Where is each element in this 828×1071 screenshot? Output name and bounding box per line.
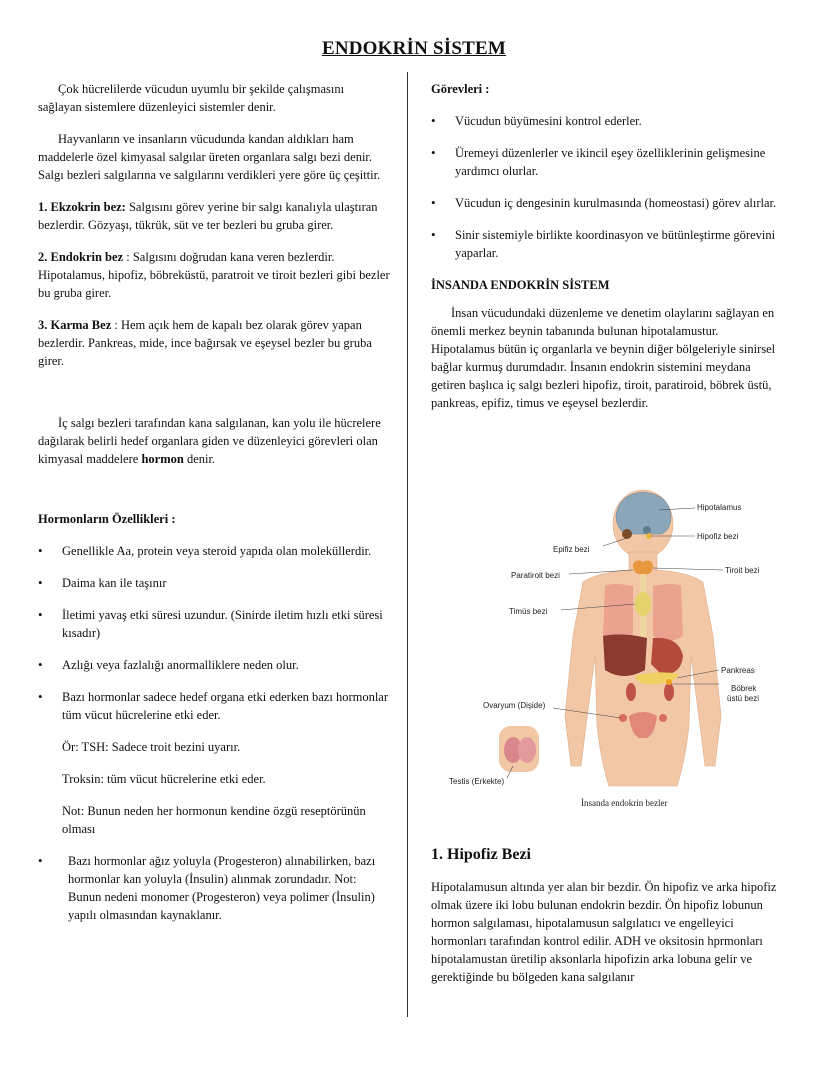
label-testis: Testis (Erkekte): [449, 777, 505, 786]
insan-heading: İNSANDA ENDOKRİN SİSTEM: [431, 278, 610, 292]
pineal: [622, 529, 632, 539]
duties-heading: Görevleri :: [431, 82, 490, 96]
label-bobrek: Böbrek: [731, 684, 757, 693]
label-bobrek-ustu: üstü bezi: [727, 694, 760, 703]
thyroid: [633, 560, 653, 574]
right-column: [431, 80, 777, 412]
props-list: [38, 542, 390, 724]
list-item: • Bazı hormonlar ağız yoluyla (Progesteron) alınabilirken, bazı hormonlar kan yoluyla (İnsulin) alınmak zorundadır. Not: Bunun nedeni monomer (Progesteron) veya polimer (İnsulin) yapılı olmasından kaynaklanır.: [38, 852, 390, 924]
list-item: • Bazı hormonlar sadece hedef organa etki ederken bazı hormonlar tüm vücut hücrelerine etki eder.: [38, 688, 390, 724]
endokrin-text: : Salgısını doğrudan kana veren bezlerdir. Hipotalamus, hipofiz, böbreküstü, paratroit ve tiroit bezleri gibi bezler bu gruba girer.: [38, 250, 390, 300]
hypothalamus: [643, 526, 651, 534]
kidney-left: [626, 683, 636, 701]
kidney-right: [664, 683, 674, 701]
props-list-last: [38, 852, 390, 924]
list-item: • Sinir sistemiyle birlikte koordinasyon ve bütünleştirme görevini yaparlar.: [431, 226, 777, 262]
hipofiz-section: [431, 846, 777, 986]
ekzokrin-label: 1. Ekzokrin bez:: [38, 200, 126, 214]
list-item: • Daima kan ile taşınır: [38, 574, 390, 592]
karma-paragraph: [38, 316, 390, 370]
endokrin-paragraph: [38, 248, 390, 302]
hormon-paragraph: [38, 414, 390, 468]
hipofiz-heading: 1. Hipofiz Bezi: [431, 846, 531, 863]
label-tiroit: Tiroit bezi: [725, 566, 760, 575]
list-item: • Vücudun büyümesini kontrol ederler.: [431, 112, 777, 130]
diagram-caption: İnsanda endokrin bezler: [581, 798, 668, 808]
karma-label: 3. Karma Bez: [38, 318, 112, 332]
label-timus: Timüs bezi: [509, 607, 548, 616]
hipofiz-paragraph: Hipotalamusun altında yer alan bir bezdir. Ön hipofiz ve arka hipofiz olmak üzere iki lobu bulunan endokrin bezdir. Ön hipofiz lobunun hormon salgılaması, hipotalamusun salgılatıcı ve engelleyici hormonları tarafından kontrol edilir. ADH ve oksitosin hprmonları hipotalamustan üretilip aksonlarla hipofizin arka lobuna gelir ve gerektiğinde bu bölgeden kana salgılanır: [431, 880, 777, 984]
left-column: [38, 80, 390, 924]
list-item: • İletimi yavaş etki süresi uzundur. (Sinirde iletim hızlı etki süresi kısadır): [38, 606, 390, 642]
insan-paragraph: İnsan vücudundaki düzenleme ve denetim olaylarını sağlayan en önemli merkez beynin tabanında bulunan hipotalamustur. Hipotalamus bütün iç organlarla ve beynin diğer bölgeleriyle sinirsel bağlar kurmuş durumdadır. İnsanın endokrin sistemini meydana getiren başlıca iç salgı bezleri hipofiz, tiroit, paratiroid, böbrek üstü, pankreas, epifiz, timus ve eşeysel bezlerdir.: [431, 306, 776, 410]
liver: [603, 634, 647, 676]
lung-left: [603, 584, 633, 641]
label-hipotalamus: Hipotalamus: [697, 503, 742, 512]
thymus: [635, 592, 651, 616]
salgi-bezi-paragraph: Hayvanların ve insanların vücudunda kandan aldıkları ham maddelerle özel kimyasal salgılar üreten organlara salgı bezi denir. Salgı bezleri salgılarına ve salgılarını verdikleri yere göre üç çeşittir.: [38, 132, 381, 182]
props-heading: Hormonların Özellikleri :: [38, 512, 176, 526]
hormon-text-a: İç salgı bezleri tarafından kana salgılanan, kan yolu ile hücrelere dağılarak belirli hedef organlara giden ve düzenleyici görevleri olan kimyasal maddelere: [38, 416, 381, 466]
label-pankreas: Pankreas: [721, 666, 755, 675]
example-tsh: Ör: TSH: Sadece troit bezini uyarır.: [62, 740, 241, 754]
endokrin-label: 2. Endokrin bez: [38, 250, 124, 264]
hormon-text-b: denir.: [183, 452, 216, 466]
list-item: • Genellikle Aa, protein veya steroid yapıda olan moleküllerdir.: [38, 542, 390, 560]
hormon-bold: hormon: [141, 452, 184, 466]
list-item: • Azlığı veya fazlalığı anormalliklere neden olur.: [38, 656, 390, 674]
label-epifiz: Epifiz bezi: [553, 545, 590, 554]
intro-paragraph: Çok hücrelilerde vücudun uyumlu bir şekilde çalışmasını sağlayan sistemlere düzenleyici sistemler denir.: [38, 82, 345, 114]
page-title: ENDOKRİN SİSTEM: [321, 38, 507, 59]
testis-inset: [499, 726, 539, 772]
label-hipofiz: Hipofiz bezi: [697, 532, 739, 541]
ekzokrin-paragraph: [38, 198, 390, 234]
example-troksin: Troksin: tüm vücut hücrelerine etki eder.: [62, 772, 266, 786]
ekzokrin-text: Salgısını görev yerine bir salgı kanalıyla ulaştıran bezlerdir. Gözyaşı, tükrük, süt ve ter bezleri bu gruba girer.: [38, 200, 378, 232]
example-note: Not: Bunun neden her hormonun kendine özgü reseptörünün olması: [62, 804, 366, 836]
duties-list: [431, 112, 777, 262]
lung-right: [653, 584, 683, 641]
label-ovaryum: Ovaryum (Dişide): [483, 701, 546, 710]
endocrine-diagram: [433, 486, 783, 816]
karma-text: : Hem açık hem de kapalı bez olarak görev yapan bezlerdir. Pankreas, mide, ince bağırsak ve eşeysel bezler bu gruba girer.: [38, 318, 372, 368]
column-divider: [407, 72, 408, 1017]
label-paratiroit: Paratiroit bezi: [511, 571, 560, 580]
list-item: • Üremeyi düzenlerler ve ikincil eşey özelliklerinin gelişmesine yardımcı olurlar.: [431, 144, 777, 180]
list-item: • Vücudun iç dengesinin kurulmasında (homeostasi) görev alırlar.: [431, 194, 777, 212]
ovary-right: [659, 714, 667, 722]
